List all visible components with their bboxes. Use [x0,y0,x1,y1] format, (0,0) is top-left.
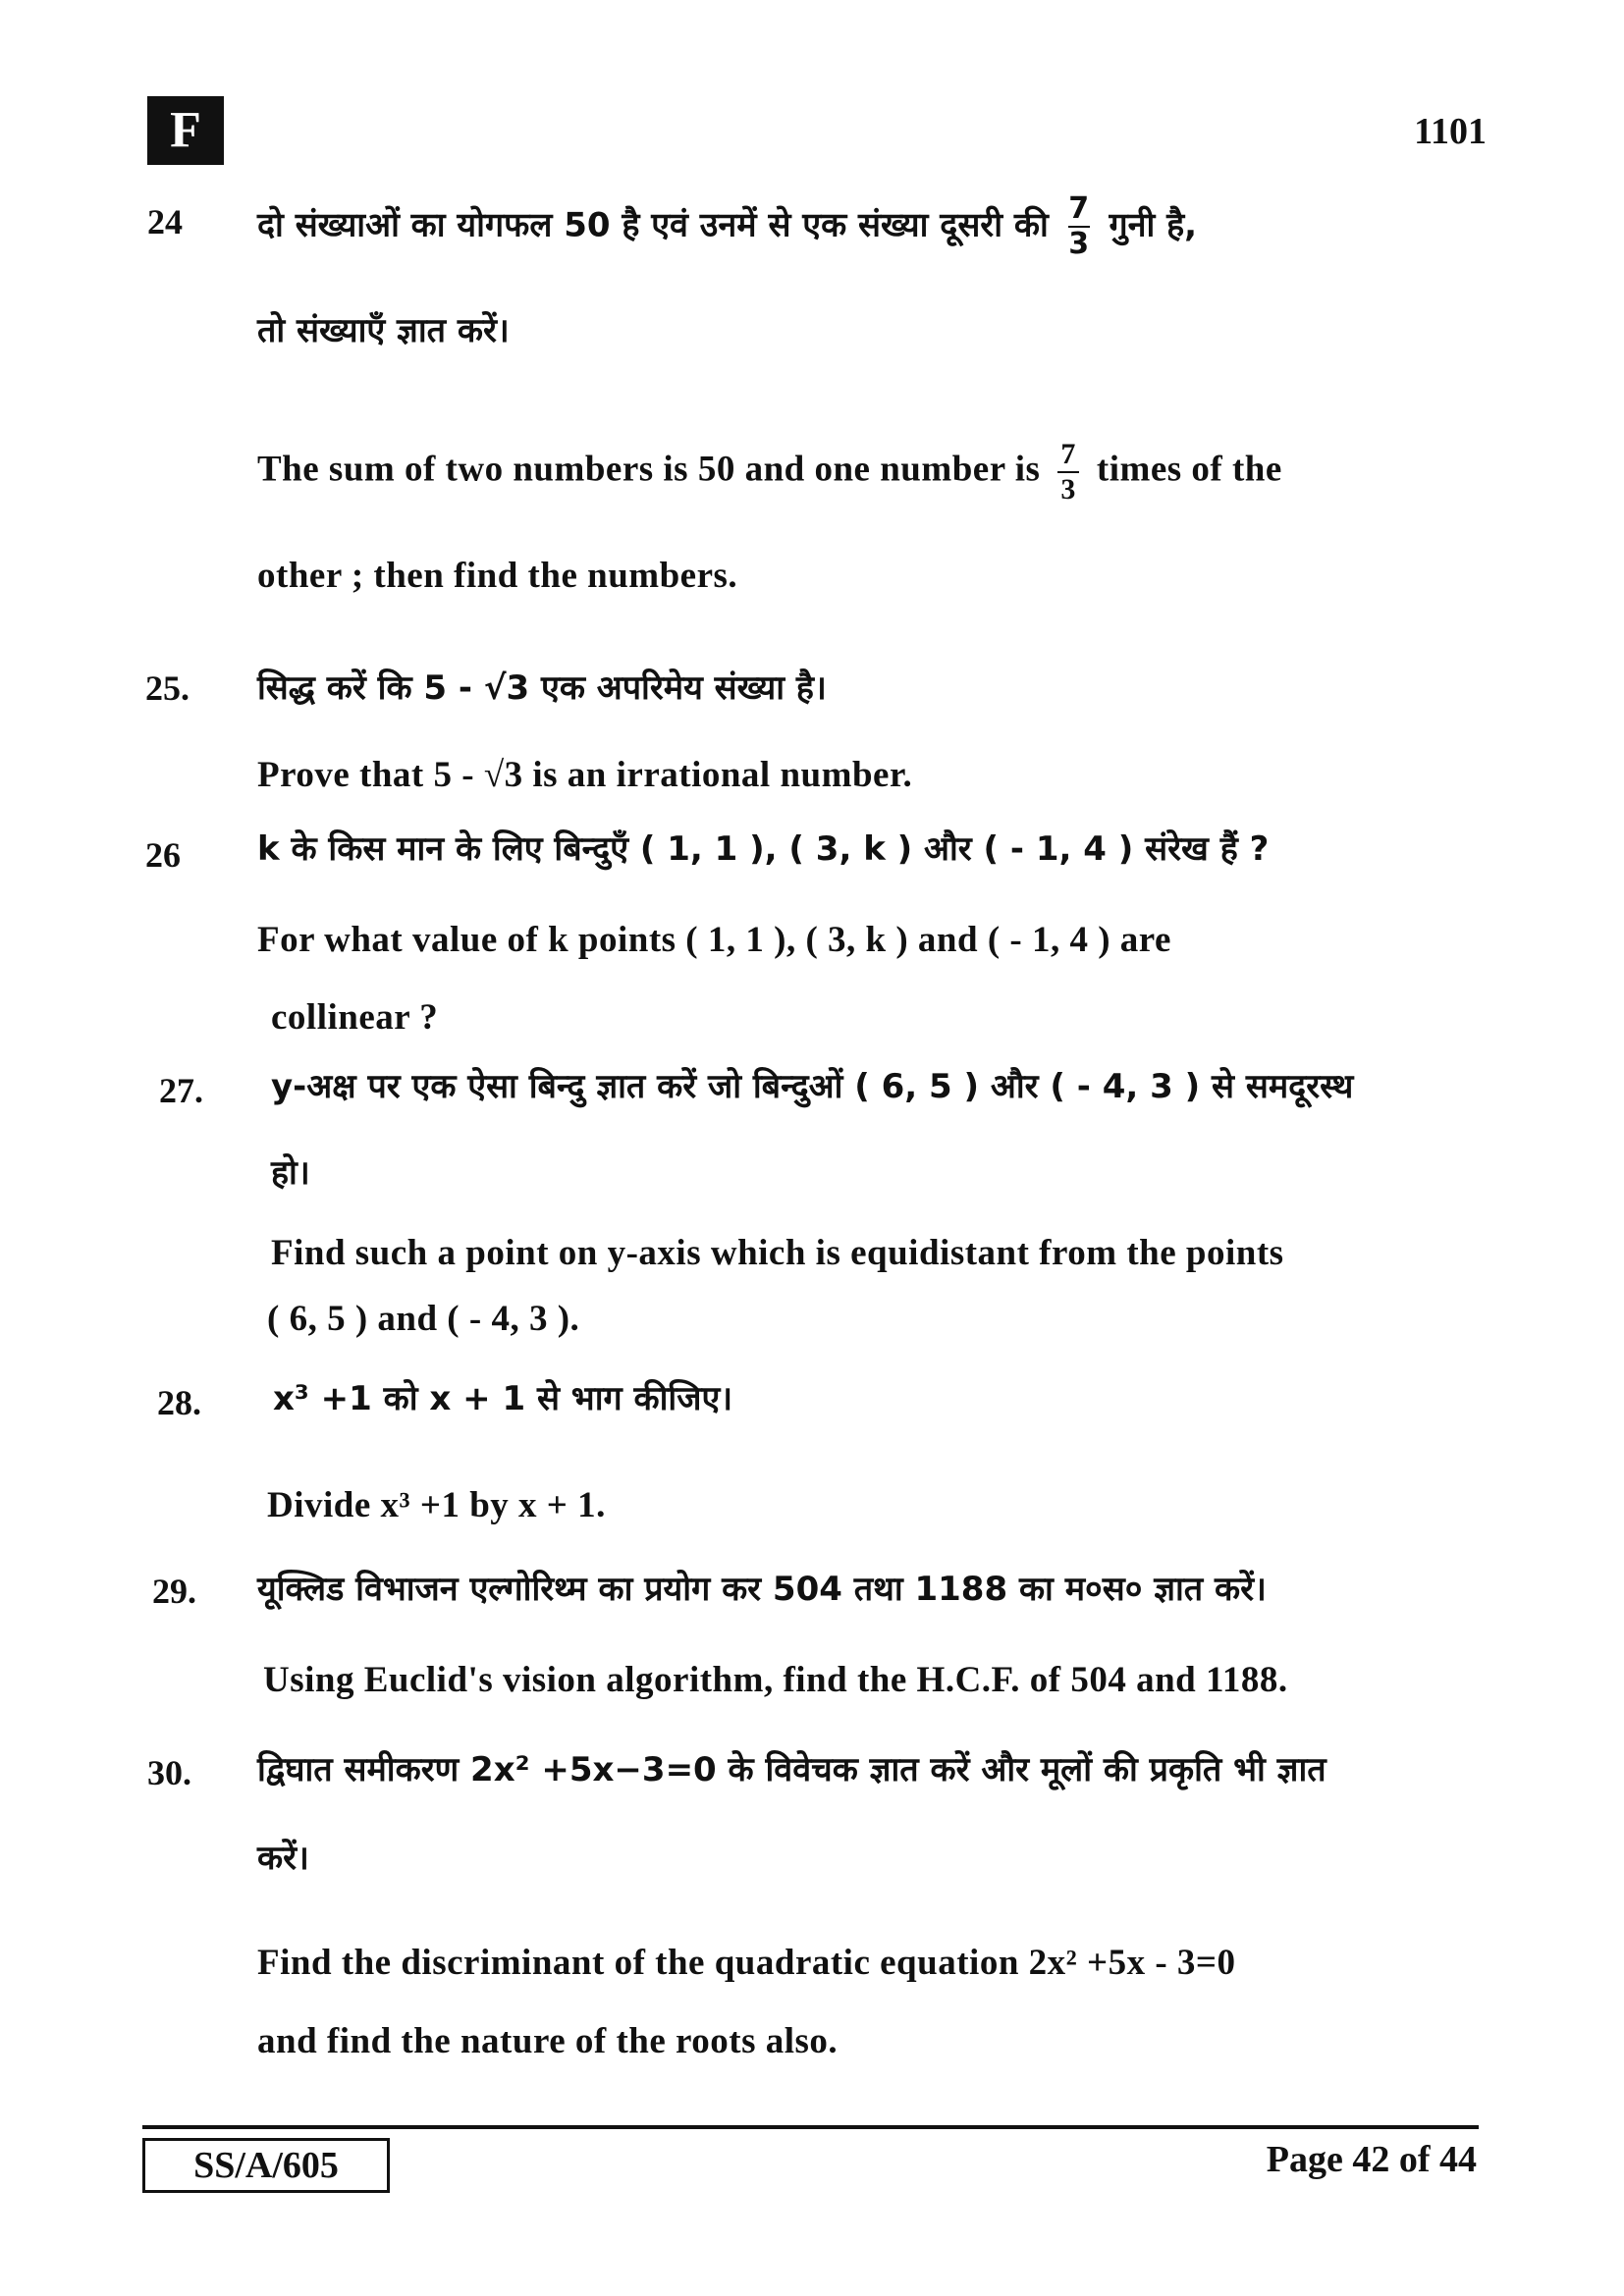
footer-divider [142,2125,1479,2129]
question-number: 25. [145,668,189,708]
question-number: 30. [147,1753,191,1792]
question-number: 26 [145,835,181,875]
question-27-english: Find such a point on y-axis which is equidistant from the points [271,1233,1284,1273]
question-26-hindi: k के किस मान के लिए बिन्दुएँ ( 1, 1 ), ( 3, k ) और ( - 1, 4 ) संरेख हैं ? [257,829,1270,869]
question-26-english: For what value of k points ( 1, 1 ), ( 3, k ) and ( - 1, 4 ) are [257,920,1171,960]
question-30-hindi: द्विघात समीकरण 2x² +5x−3=0 के विवेचक ज्ञात करें और मूलों की प्रकृति भी ज्ञात [257,1750,1326,1789]
question-28-hindi: x³ +1 को x + 1 से भाग कीजिए। [273,1379,733,1418]
question-24-english-line2: other ; then find the numbers. [257,556,738,596]
question-24-english [257,440,1282,505]
question-27-hindi: y-अक्ष पर एक ऐसा बिन्दु ज्ञात करें जो बिन्दुओं ( 6, 5 ) और ( - 4, 3 ) से समदूरस्थ [271,1067,1354,1106]
question-28-english: Divide x³ +1 by x + 1. [267,1485,606,1525]
fraction [1057,440,1079,505]
question-27-hindi-line2: हो। [271,1153,310,1193]
footer-paper-code: SS/A/605 [142,2138,390,2193]
english-text: The sum of two numbers is 50 and one number is [257,449,1041,490]
question-24-hindi [257,191,1198,261]
question-30-english: Find the discriminant of the quadratic equation 2x² +5x - 3=0 [257,1943,1236,1983]
hindi-text: दो संख्याओं का योगफल 50 है एवं उनमें से एक संख्या दूसरी की [257,205,1049,245]
fraction-denominator: 3 [1068,227,1090,261]
question-30-english-line2: and find the nature of the roots also. [257,2021,839,2061]
question-29-english: Using Euclid's vision algorithm, find the H.C.F. of 504 and 1188. [263,1660,1288,1700]
set-badge: F [147,96,224,165]
hindi-text: गुनी है, [1109,205,1198,245]
question-30-hindi-line2: करें। [257,1839,309,1878]
page-number: Page 42 of 44 [1266,2139,1477,2180]
question-27-english-line2: ( 6, 5 ) and ( - 4, 3 ). [267,1299,580,1339]
paper-code: 1101 [1414,111,1487,152]
question-25-english: Prove that 5 - √3 is an irrational number. [257,755,913,795]
question-24-hindi-line2: तो संख्याएँ ज्ञात करें। [257,311,510,350]
question-25-hindi: सिद्ध करें कि 5 - √3 एक अपरिमेय संख्या है। [257,668,827,708]
question-number: 27. [159,1071,203,1110]
english-text: times of the [1096,449,1282,490]
fraction-denominator: 3 [1060,473,1076,506]
fraction [1068,191,1090,261]
question-29-hindi: यूक्लिड विभाजन एल्गोरिथ्म का प्रयोग कर 504 तथा 1188 का म०स० ज्ञात करें। [257,1570,1267,1609]
fraction-numerator: 7 [1060,438,1076,470]
question-26-english-line2: collinear ? [271,997,439,1038]
fraction-numerator: 7 [1068,191,1090,226]
question-number: 24 [147,202,183,241]
question-number: 28. [157,1383,201,1422]
question-number: 29. [152,1572,196,1611]
